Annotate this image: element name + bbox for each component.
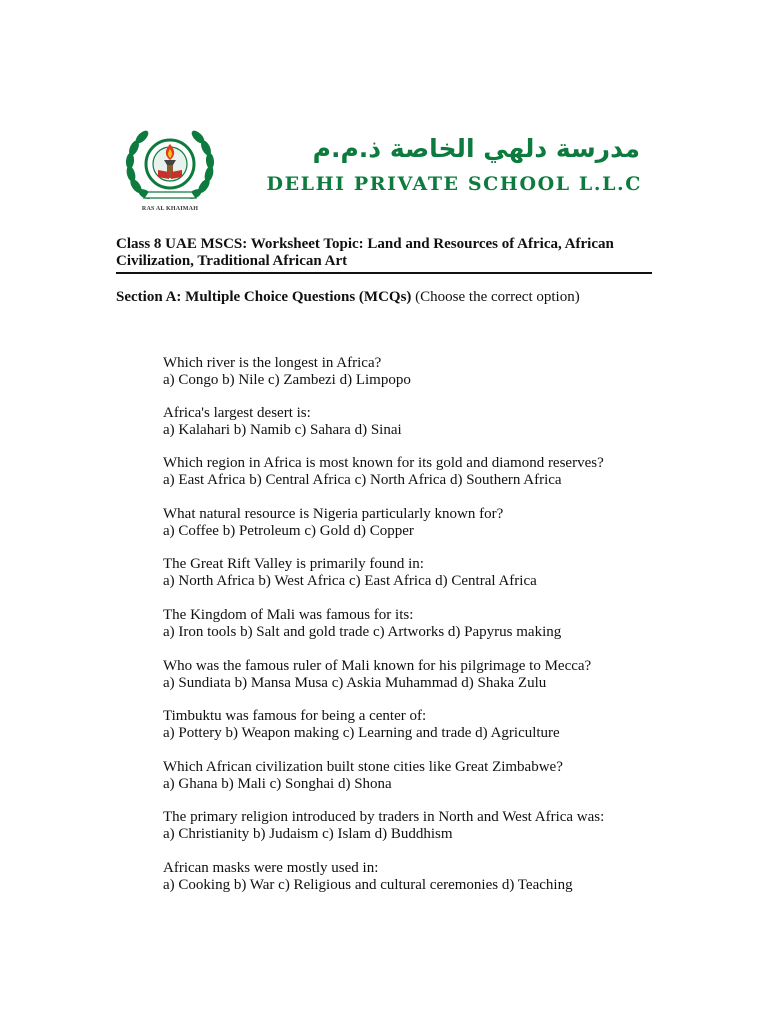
question-text: What natural resource is Nigeria particularly known for? [163,506,504,522]
question-options: a) Pottery b) Weapon making c) Learning and trade d) Agriculture [163,725,560,741]
question-options: a) Congo b) Nile c) Zambezi d) Limpopo [163,372,411,388]
question-options: a) Kalahari b) Namib c) Sahara d) Sinai [163,422,402,438]
question-options: a) Christianity b) Judaism c) Islam d) Buddhism [163,826,453,842]
question-item [163,759,663,793]
school-name-arabic: مدرسة دلهي الخاصة ذ.م.م [312,134,640,163]
question-text: African masks were mostly used in: [163,860,379,876]
question-item [163,355,663,389]
question-text: Timbuktu was famous for being a center of: [163,708,427,724]
emblem-caption: RAS AL KHAIMAH [141,206,199,212]
question-text: Which region in Africa is most known for its gold and diamond reserves? [163,455,604,471]
question-options: a) Sundiata b) Mansa Musa c) Askia Muhammad d) Shaka Zulu [163,675,547,691]
question-text: Who was the famous ruler of Mali known for his pilgrimage to Mecca? [163,658,592,674]
question-options: a) Ghana b) Mali c) Songhai d) Shona [163,776,392,792]
question-options: a) Cooking b) War c) Religious and cultural ceremonies d) Teaching [163,877,573,893]
question-text: The Great Rift Valley is primarily found in: [163,556,424,572]
school-emblem-logo [120,124,220,216]
question-item [163,506,663,540]
section-label: Section A: Multiple Choice Questions (MCQs) [116,289,412,305]
question-item [163,607,663,641]
question-text: Which African civilization built stone cities like Great Zimbabwe? [163,759,563,775]
question-text: Which river is the longest in Africa? [163,355,382,371]
question-options: a) Coffee b) Petroleum c) Gold d) Copper [163,523,414,539]
section-instruction: (Choose the correct option) [411,289,580,305]
question-options: a) East Africa b) Central Africa c) North Africa d) Southern Africa [163,472,562,488]
question-item [163,455,663,489]
question-item [163,708,663,742]
section-heading [116,289,656,306]
school-header [118,124,648,216]
question-text: The Kingdom of Mali was famous for its: [163,607,414,623]
question-item [163,860,663,894]
worksheet-title: Class 8 UAE MSCS: Worksheet Topic: Land and Resources of Africa, African Civilization, Traditional African Art [116,236,652,274]
question-item [163,405,663,439]
question-options: a) Iron tools b) Salt and gold trade c) Artworks d) Papyrus making [163,624,562,640]
school-name-english: DELHI PRIVATE SCHOOL L.L.C [266,173,642,195]
question-options: a) North Africa b) West Africa c) East Africa d) Central Africa [163,573,537,589]
question-item [163,658,663,692]
question-item [163,809,663,843]
question-text: Africa's largest desert is: [163,405,311,421]
question-item [163,556,663,590]
question-text: The primary religion introduced by traders in North and West Africa was: [163,809,605,825]
